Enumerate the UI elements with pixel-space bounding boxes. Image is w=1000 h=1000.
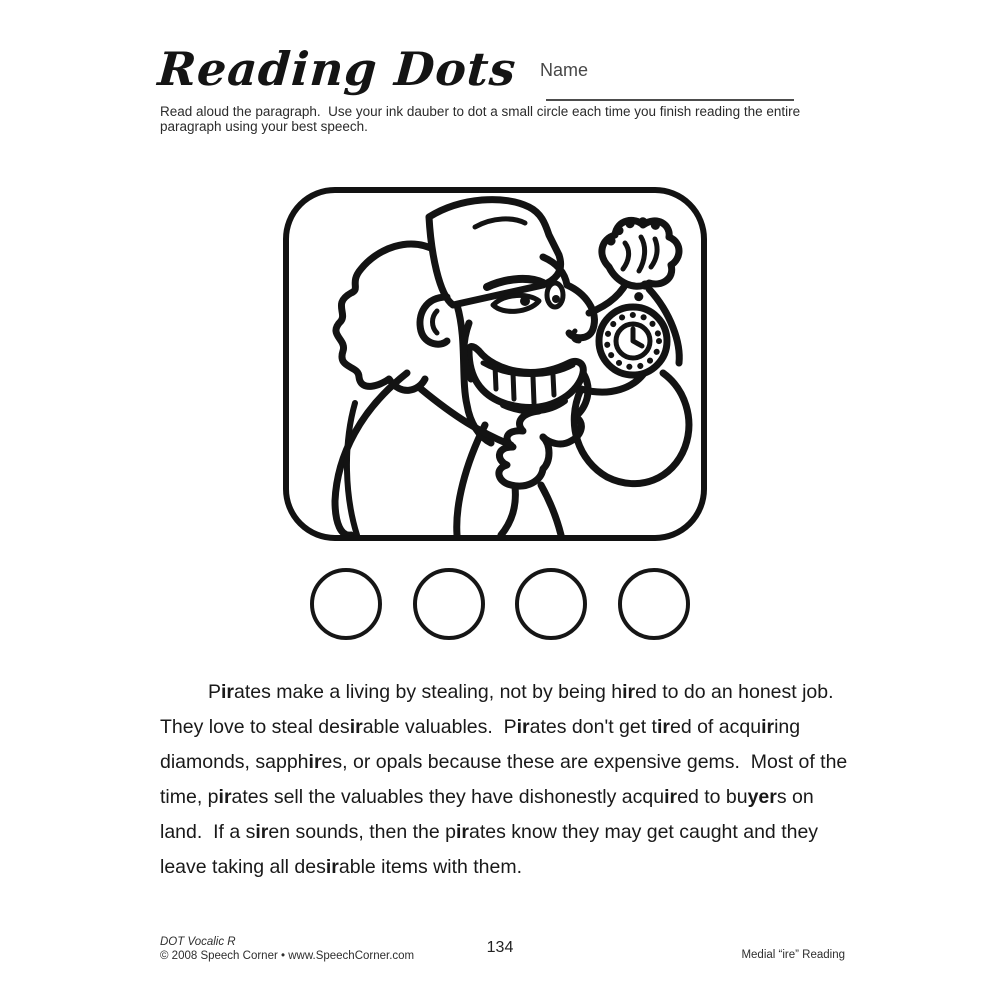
dot-circle-1 <box>310 568 382 640</box>
pirate-eye-left <box>493 295 539 311</box>
dot-circle-3 <box>515 568 587 640</box>
page-title: Reading Dots <box>156 42 519 96</box>
copyright-line: © 2008 Speech Corner • www.SpeechCorner.com <box>160 950 415 962</box>
series-title: DOT Vocalic R <box>160 936 236 948</box>
worksheet-category: Medial “ire” Reading <box>741 949 845 961</box>
name-blank-line <box>546 81 794 101</box>
dot-circles-row <box>310 570 690 638</box>
page-footer <box>0 933 1000 973</box>
dot-circle-4 <box>618 568 690 640</box>
dot-circle-2 <box>413 568 485 640</box>
instructions-text: Read aloud the paragraph. Use your ink dauber to dot a small circle each time you finish reading the entire paragraph using your best speech. <box>160 104 804 134</box>
reading-paragraph: Pirates make a living by stealing, not by being hired to do an honest job. They love to steal desirable valuables. Pirates don't get tired of acquiring diamonds, sapphires, or opals because these are expensive gems. Most of the time, pirates sell the valuables they have dishonestly acquired to buyers on land. If a siren sounds, then the pirates know they may get caught and they leave taking all desirable items with them. <box>160 681 853 878</box>
pirate-bandana <box>429 200 561 305</box>
name-row <box>540 60 840 106</box>
pirate-eye-right <box>547 283 563 307</box>
name-label: Name <box>540 60 589 80</box>
illustration-frame <box>283 187 707 541</box>
pirate-pocket-watch-illustration <box>289 193 701 535</box>
pirate-hand <box>499 411 543 486</box>
pirate-fist <box>602 220 679 286</box>
page-number: 134 <box>486 939 514 956</box>
